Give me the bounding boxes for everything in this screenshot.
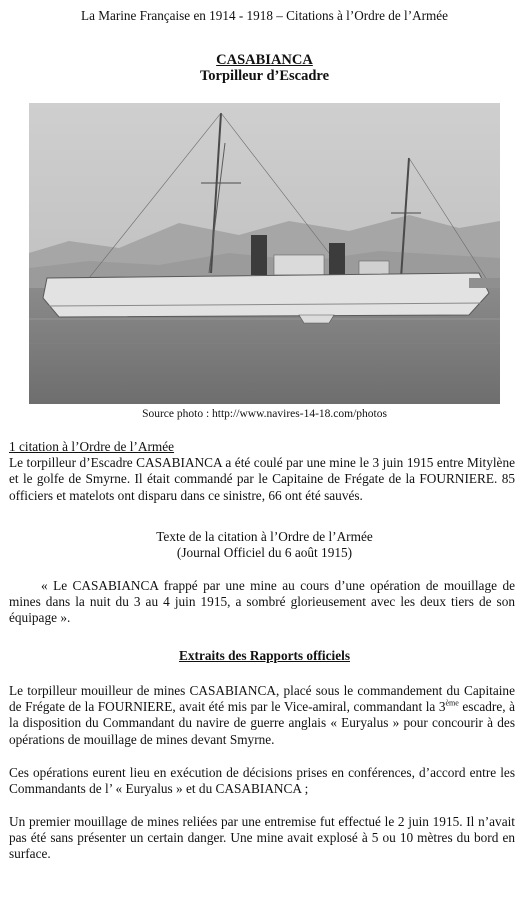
citation-quote: « Le CASABIANCA frappé par une mine au cours d’une opération de mouillage de mines dans la nuit du 3 au 4 juin 1915, a sombré glorieusement avec les deux tiers de son équipage ». — [9, 578, 515, 626]
photo-source: Source photo : http://www.navires-14-18.com/photos — [142, 408, 387, 420]
reports-heading: Extraits des Rapports officiels — [179, 648, 350, 663]
citation-section — [9, 439, 515, 504]
citation-text-source: (Journal Officiel du 6 août 1915) — [176, 545, 353, 560]
ship-photo — [29, 103, 500, 404]
report-p1-text: Le torpilleur mouilleur de mines CASABIANCA, placé sous le commandement du Capitaine de Frégate de la FOURNIERE, avait été mis par le Vice-amiral, commandant la 3 — [9, 683, 515, 715]
report-paragraph-3: Un premier mouillage de mines reliées par une entremise fut effectué le 2 juin 1915. Il n’avait pas été sans présenter un certain danger. Une mine avait explosé à 5 ou 10 mètres du bord en surface. — [9, 814, 515, 862]
report-p1-text-cont: escadre, à la disposition du Commandant du navire de guerre anglais « Euryalus » pour concourir à des opérations de mouillage de mines devant Smyrne. — [9, 699, 515, 747]
citation-heading: 1 citation à l’Ordre de l’Armée — [9, 439, 175, 454]
page-title: CASABIANCA — [216, 52, 313, 68]
running-header: La Marine Française en 1914 - 1918 – Citations à l’Ordre de l’Armée — [81, 8, 448, 23]
report-paragraph-2: Ces opérations eurent lieu en exécution de décisions prises en conférences, d’accord entre les Commandants de l’ « Euryalus » et du CASABIANCA ; — [9, 765, 515, 797]
report-paragraph-1 — [9, 683, 515, 748]
citation-summary: Le torpilleur d’Escadre CASABIANCA a été coulé par une mine le 3 juin 1915 entre Mitylène et le golfe de Smyrne. Il était commandé par le Capitaine de Frégate de la FOURNIERE. 85 officiers et matelots ont disparu dans ce sinistre, 66 ont été sauvés. — [9, 455, 515, 503]
citation-text-title: Texte de la citation à l’Ordre de l’Armée — [156, 529, 373, 544]
report-p1-superscript: ème — [445, 698, 459, 708]
ship-photo-illustration — [29, 103, 500, 404]
page-subtitle: Torpilleur d’Escadre — [199, 68, 330, 84]
